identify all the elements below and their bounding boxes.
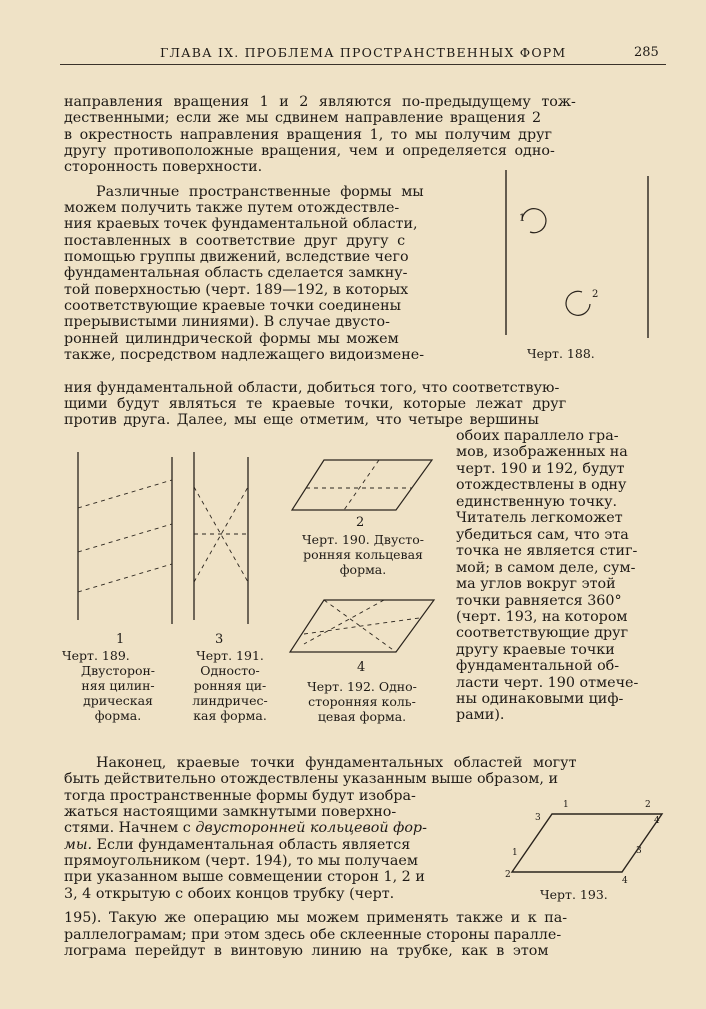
figure-192 — [284, 594, 444, 660]
text-line: дественными; если же мы сдвинем направление вращения 2 — [64, 110, 542, 126]
fig189-caption-2: Двусторон- — [80, 663, 156, 678]
fig191-number: 3 — [215, 632, 224, 647]
text-line: в окрестность направления вращения 1, то мы получим друг — [64, 127, 553, 143]
text-line: мы. Если фундаментальная область является — [64, 837, 411, 853]
fig190-dashed-line — [344, 460, 379, 510]
text-line: можем получить также путем отождествле- — [64, 200, 400, 216]
text-line: поставленных в соответствие друг другу с — [64, 233, 406, 249]
text-line: той поверхностью (черт. 189—192, в которых — [64, 282, 409, 298]
fig192-caption-3: цевая форма. — [317, 709, 407, 724]
text-line: черт. 190 и 192, будут — [456, 461, 625, 477]
fig190-parallelogram — [292, 460, 432, 510]
text-line: быть действительно отождествлены указанным выше образом, и — [64, 771, 558, 787]
italic-term: мы. — [64, 837, 93, 853]
fig193-label: 3 — [636, 846, 642, 856]
text-line: при указанном выше совмещении сторон 1, 2 и — [64, 869, 425, 885]
text-line: соответствующие краевые точки соединены — [64, 298, 401, 314]
fig191-caption-3: ронняя ци- — [193, 678, 267, 693]
text-line: другу противоположные вращения, чем и определяется одно- — [64, 143, 555, 159]
text-line: раллелограмам; при этом здесь обе склеенные стороны паралле- — [64, 927, 562, 943]
fig188-rotation-arrow-1 — [522, 209, 546, 233]
fig189-dashed-line — [78, 480, 172, 508]
text-line: фундаментальной об- — [456, 658, 620, 674]
text-line: точки равняется 360° — [456, 593, 622, 609]
text-line: единственную точку. — [456, 494, 618, 510]
text-line: 195). Такую же операцию мы можем применять также и к па- — [64, 910, 568, 926]
text-line: другу краевые точки — [456, 642, 615, 658]
text-line: рами). — [456, 707, 505, 723]
header-rule — [60, 64, 666, 65]
fig192-dashed-line — [304, 618, 419, 634]
fig193-label: 4 — [654, 816, 660, 826]
text-line: фундаментальная область сделается замкну- — [64, 265, 408, 281]
text-line: (черт. 193, на котором — [456, 609, 628, 625]
text-line: помощью группы движений, вследствие чего — [64, 249, 409, 265]
text-line: Читатель легкоможет — [456, 510, 623, 526]
text-line: сторонность поверхности. — [64, 159, 263, 175]
text-line: стями. Начнем с двусторонней кольцевой фор- — [64, 820, 427, 836]
italic-term: двусторонней кольцевой фор- — [195, 820, 427, 836]
text-line: ма углов вокруг этой — [456, 576, 616, 592]
text-line: точка не является стиг- — [456, 543, 638, 559]
fig188-rotation-arrow-2 — [566, 291, 590, 315]
figure-189 — [72, 452, 182, 627]
text-line: также, посредством надлежащего видоизмене- — [64, 347, 425, 363]
fig193-label: 1 — [512, 848, 518, 858]
fig190-caption-2: ронняя кольцевая — [303, 547, 423, 562]
text-line: 3, 4 открытую с обоих концов трубку (черт. — [64, 886, 395, 902]
text-line: отождествлены в одну — [456, 477, 627, 493]
fig189-caption-5: форма. — [94, 708, 142, 723]
text-line: убедиться сам, что эта — [456, 527, 629, 543]
text-line: ронней цилиндрической формы мы можем — [64, 331, 399, 347]
figure-191 — [188, 452, 258, 627]
text-line: мой; в самом деле, сум- — [456, 560, 636, 576]
text-line: обоих параллело гра- — [456, 428, 619, 444]
fig191-caption-5: кая форма. — [193, 708, 267, 723]
fig193-label: 2 — [645, 800, 651, 810]
fig191-caption-4: линдричес- — [192, 693, 268, 708]
text-line: щими будут являться те краевые точки, которые лежат друг — [64, 396, 567, 412]
fig193-caption: Черт. 193. — [540, 887, 608, 902]
text-line: Наконец, краевые точки фундаментальных областей могут — [96, 755, 577, 771]
text-line: ния краевых точек фундаментальной области, — [64, 216, 418, 232]
text-line: ния фундаментальной области, добиться того, что соответствую- — [64, 380, 560, 396]
fig189-dashed-line — [78, 564, 172, 592]
text-line: соответствующие друг — [456, 625, 629, 641]
fig190-caption-3: форма. — [339, 562, 387, 577]
text-line: ны одинаковыми циф- — [456, 691, 624, 707]
fig193-label: 3 — [535, 813, 541, 823]
fig191-caption-2: Односто- — [200, 663, 260, 678]
fig192-caption-1: Черт. 192. Одно- — [307, 679, 417, 694]
text-line: прямоугольником (черт. 194), то мы получаем — [64, 853, 418, 869]
fig193-label: 4 — [622, 876, 628, 886]
figure-193 — [500, 800, 675, 880]
text-line: Различные пространственные формы мы — [96, 184, 424, 200]
page-number: 285 — [634, 45, 659, 60]
fig189-caption-3: няя цилин- — [81, 678, 155, 693]
fig188-caption: Черт. 188. — [527, 346, 595, 361]
text-line: ласти черт. 190 отмече- — [456, 675, 639, 691]
fig193-label: 1 — [563, 800, 569, 810]
fig189-caption-4: дрическая — [83, 693, 153, 708]
figure-190 — [284, 448, 444, 520]
running-title: ГЛАВА IX. ПРОБЛЕМА ПРОСТРАНСТВЕННЫХ ФОРМ — [160, 45, 567, 60]
text-line: против друга. Далее, мы еще отметим, что четыре вершины — [64, 412, 539, 428]
fig189-number: 1 — [116, 632, 125, 647]
fig188-label-1: 1 — [519, 213, 526, 224]
fig192-dashed-line — [304, 600, 384, 644]
fig190-caption-1: Черт. 190. Двусто- — [302, 532, 424, 547]
fig189-caption-1: Черт. 189. — [62, 648, 130, 663]
fig192-number: 4 — [357, 660, 366, 675]
text-line: прерывистыми линиями). В случае двусто- — [64, 314, 390, 330]
text-line: мов, изображенных на — [456, 444, 628, 460]
fig193-label: 2 — [505, 870, 511, 880]
fig188-label-2: 2 — [592, 289, 599, 300]
figure-188 — [500, 170, 660, 340]
text-line: жаться настоящими замкнутыми поверхно- — [64, 804, 397, 820]
fig190-number: 2 — [356, 515, 365, 530]
text-line: лограма перейдут в винтовую линию на трубке, как в этом — [64, 943, 549, 959]
fig191-caption-1: Черт. 191. — [196, 648, 264, 663]
text-line: направления вращения 1 и 2 являются по-предыдущему тож- — [64, 94, 576, 110]
fig192-caption-2: сторонняя коль- — [308, 694, 416, 709]
fig189-dashed-line — [78, 524, 172, 552]
text-line: тогда пространственные формы будут изобра- — [64, 788, 416, 804]
